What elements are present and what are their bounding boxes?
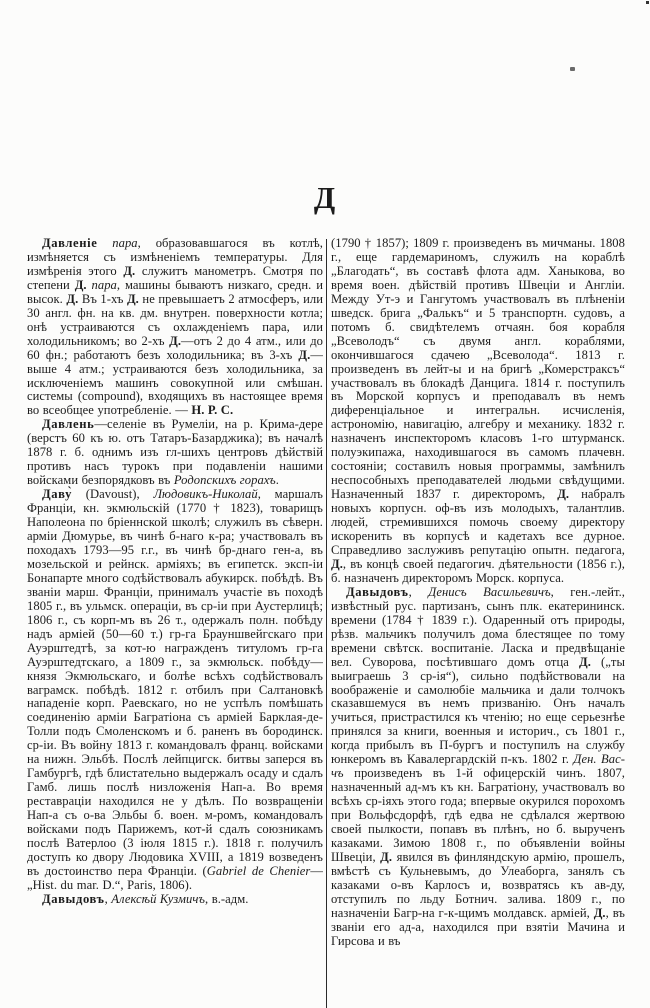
entry-headword: Давленіе xyxy=(42,237,98,250)
entry-davout xyxy=(27,488,323,893)
text-run: служитъ манометръ. Смотря по степени xyxy=(27,263,323,292)
entry-headword: Давлень xyxy=(42,417,95,432)
entry-davlen-selenie xyxy=(27,418,323,488)
page-corner-mark xyxy=(646,1,649,4)
text-run: , в.-адм. xyxy=(205,891,249,906)
entry-headword: Даву̀ xyxy=(42,487,73,502)
entry-davlenie-para xyxy=(27,237,323,418)
text-run: Д. xyxy=(123,263,136,278)
text-run: —отъ 2 до 4 атм., или до 60 фн.; работаютъ безъ холодильника; въ 3-хъ xyxy=(27,333,323,362)
entry-headword: Давыдовъ xyxy=(42,891,105,906)
entry-headword: Давыдовъ xyxy=(346,584,409,599)
text-run: , образовавшагося въ котлѣ, измѣняется съ измѣненіемъ температуры. Для измѣренія этого xyxy=(27,237,323,278)
text-run: не превышаетъ 2 атмосферъ, или 30 англ. фн. на кв. дм. внутрен. поверхности котла; онѣ устраиваются съ охлажденіемъ пара, или холодильникомъ; во 2-хъ xyxy=(27,291,323,348)
text-run: Д. xyxy=(66,291,79,306)
text-run: Д. xyxy=(298,347,311,362)
text-run: , въ концѣ своей педагогич. дѣятельности (1856 г.), б. назначенъ директоромъ Морск. корпуса. xyxy=(331,556,625,585)
text-run: , въ званіи его ад-а, находился при взятіи Мачина и Гирсова и въ xyxy=(331,905,625,948)
text-run: Н. Р. С. xyxy=(191,403,234,418)
text-run: —селеніе въ Румеліи, на р. Крима-дере (верстъ 60 къ ю. отъ Татаръ-Базарджика); въ началѣ 1878 г. б. однимъ изъ гл-шихъ центровъ дѣйствій противъ насъ турокъ при подавленіи нашими войсками безпорядковъ въ xyxy=(27,417,323,488)
text-run: —„Hist. du mar. D.“, Paris, 1806). xyxy=(27,863,323,892)
text-run: (Davoust), xyxy=(72,487,154,502)
text-run: —выше 4 атм.; устраиваются безъ холодильника, за исключеніемъ машинъ совокупной или смѣшан. системы (compound), входящихъ въ настоящее время во всеобщее употребленіе. — xyxy=(27,347,323,418)
text-column-left xyxy=(27,237,323,1008)
text-run: , xyxy=(408,584,429,599)
text-run: („ты выиграешь 3 ср-ія“), сильно подѣйствовали на воображеніе и самолюбіе мальчика и дали толчокъ сказавшемуся въ немъ призванію. Онъ началъ учиться, пристрастился къ чтенію; но еще серьезнѣе принялся за книги, военныя и историч., съ 1801 г., когда прибылъ въ П-бургъ и поступилъ на службу юнкеромъ въ Кавалергардскій п-къ. 1802 г. xyxy=(331,654,625,767)
text-run: пара xyxy=(91,277,117,292)
text-run: набралъ новыхъ корпусн. оф-въ изъ молодыхъ, талантлив. людей, стремившихся помочь своему директору искоренить въ корпусѣ и кадетахъ все дурное. Справедливо заслуживъ репутацію опытн. педагога, xyxy=(331,487,625,557)
text-run: Родопскихъ горахъ xyxy=(173,473,276,488)
text-run: явился въ финляндскую армію, прошелъ, вмѣстѣ съ Кульневымъ, до Улеаборга, занялъ съ казаками о-въ Карлосъ и, возвратясь къ ав-ду, отступилъ по льду Ботнич. залива. 1809 г., по назначеніи Багр-на г-к-щимъ молдавск. арміей, xyxy=(331,849,625,920)
column-divider-rule xyxy=(326,239,327,1008)
text-run xyxy=(97,237,112,250)
text-run: произведенъ въ 1-й офицерскій чинъ. 1807, назначенный ад-мъ къ кн. Багратіону, участвовалъ во всѣхъ ср-іяхъ этого года; впервые окурился порохомъ при Вольфсдорфѣ, гдѣ едва не сдѣлался жертвою своей пылкости, попавъ въ плѣнъ, но б. вырученъ казаками. Зимою 1808 г., по объявленіи войны Швеціи, xyxy=(331,766,625,864)
entry-davydov-aleksey-start xyxy=(27,893,323,907)
text-run: Д. xyxy=(593,905,606,920)
text-run: Д. xyxy=(579,654,591,669)
text-run: Денисъ Васильевичъ xyxy=(428,584,551,599)
text-run: (1790 † 1857); 1809 г. произведенъ въ мичманы. 1808 г., еще гардемариномъ, служилъ на кораблѣ „Благодать“, въ составѣ флота адм. Ханыкова, во время воен. дѣйствій противъ Швеціи и Англіи. Между Ут-э и Гангутомъ участвовалъ въ плѣненіи шведск. брига „Фалькъ“ и 5 транспортн. судовъ, а потомъ б. свидѣтелемъ отчаян. боя корабля „Всеволодъ“ съ двумя англ. кораблями, окончившагося сдачею „Всеволода“. 1813 г. произведенъ въ лейт-ы и на бригѣ „Комерстраксъ“ участвовалъ въ блокадѣ Данцига. 1814 г. поступилъ въ Морской корпусъ и преподавалъ въ немъ диференціальное и интегральн. исчисленія, астрономію, навигацію, алгебру и механику. 1832 г. назначенъ инспекторомъ класовъ 1-го штурманск. полуэкипажа, находившагося въ самомъ плачевн. состояніи; составилъ новыя программы, замѣнилъ неспособныхъ преподавателей людьми свѣдущими. Назначенный 1837 г. директоромъ, xyxy=(331,237,625,502)
text-run: , машины бываютъ низкаго, средн. и высок. xyxy=(27,277,323,306)
text-run: , маршалъ Франціи, кн. экмюльскій (1770 † 1823), товарищъ Наполеона по бріеннской школѣ; служилъ въ сѣверн. арміи Дюмурье, въ чинѣ б-наго к-ра; участвовалъ въ походахъ 1793—95 г.г., въ чинѣ бр-днаго ген-а, въ мозельской и рейнск. арміяхъ; въ египетск. эксп-іи Бонапарте много содѣйствовалъ абукирск. побѣдѣ. Въ званіи марш. Франціи, принималъ участіе въ походѣ 1805 г., въ ульмск. операціи, въ ср-іи при Аустерлицѣ; 1806 г., съ корп-мъ въ 26 т., одержалъ полн. побѣду надъ арміей (50—60 т.) гр-га Брауншвейгскаго при Ауэрштедтѣ, за кот-ю награжденъ титуломъ гр-га Ауэрштедтскаго, а 1809 г., за экмюльск. побѣду—князя Экмюльскаго, и болѣе всѣхъ содѣйствовалъ ваграмск. побѣдѣ. 1812 г. отбилъ при Салтановкѣ нападеніе корп. Раевскаго, но не успѣлъ помѣшать соединенію арміи Багратіона съ арміей Барклая-де-Толли подъ Смоленскомъ и б. раненъ въ бородинск. ср-іи. Въ войну 1813 г. командовалъ франц. войсками на нижн. Эльбѣ. Послѣ лейпцигск. битвы заперся въ Гамбургѣ, гдѣ блистательно выдержалъ осаду и сдалъ Гамб. лишь послѣ низложенія Нап-а. Во время реставраціи находился не у дѣлъ. По возвращеніи Нап-а съ о-ва Эльбы б. воен. м-ромъ, командовалъ войсками подъ Парижемъ, кот-й сдалъ союзникамъ послѣ Ватерлоо (3 іюля 1815 г.). 1818 г. получилъ доступъ ко двору Людовика XVIII, а 1819 возведенъ въ достоинство пера Франціи. ( xyxy=(27,487,323,878)
section-letter-heading: Д xyxy=(313,180,337,215)
text-run: , xyxy=(104,891,112,906)
text-run: , ген.-лейт., извѣстный рус. партизанъ, сынъ плк. екатерининск. времени (1784 † 1839 г.). Одаренный отъ природы, рѣзв. мальчикъ получилъ дома блестящее по тому времени свѣтск. воспитаніе. Ласка и предвѣщаніе вел. Суворова, посѣтившаго домъ отца xyxy=(331,584,625,669)
text-run: Gabriel de Chenier xyxy=(206,863,311,878)
text-run: Д. xyxy=(74,277,87,292)
text-run: . xyxy=(275,473,279,488)
text-run: Д. xyxy=(169,333,182,348)
text-run: Ден. Вас-чъ xyxy=(331,752,625,781)
text-run: Д. xyxy=(331,556,343,571)
text-run: Въ 1-хъ xyxy=(78,291,127,306)
entry-davydov-aleksey-continued xyxy=(331,237,625,586)
ink-speck xyxy=(570,67,575,71)
entry-davydov-denis xyxy=(331,586,625,949)
text-run: Д. xyxy=(557,487,570,502)
text-run: Д. xyxy=(126,291,139,306)
text-run: Людовикъ-Николай xyxy=(153,487,258,502)
text-run: Д. xyxy=(380,849,393,864)
text-column-right xyxy=(331,237,625,1008)
text-run: пара xyxy=(112,237,138,250)
text-run: Алексѣй Кузмичъ xyxy=(111,891,206,906)
